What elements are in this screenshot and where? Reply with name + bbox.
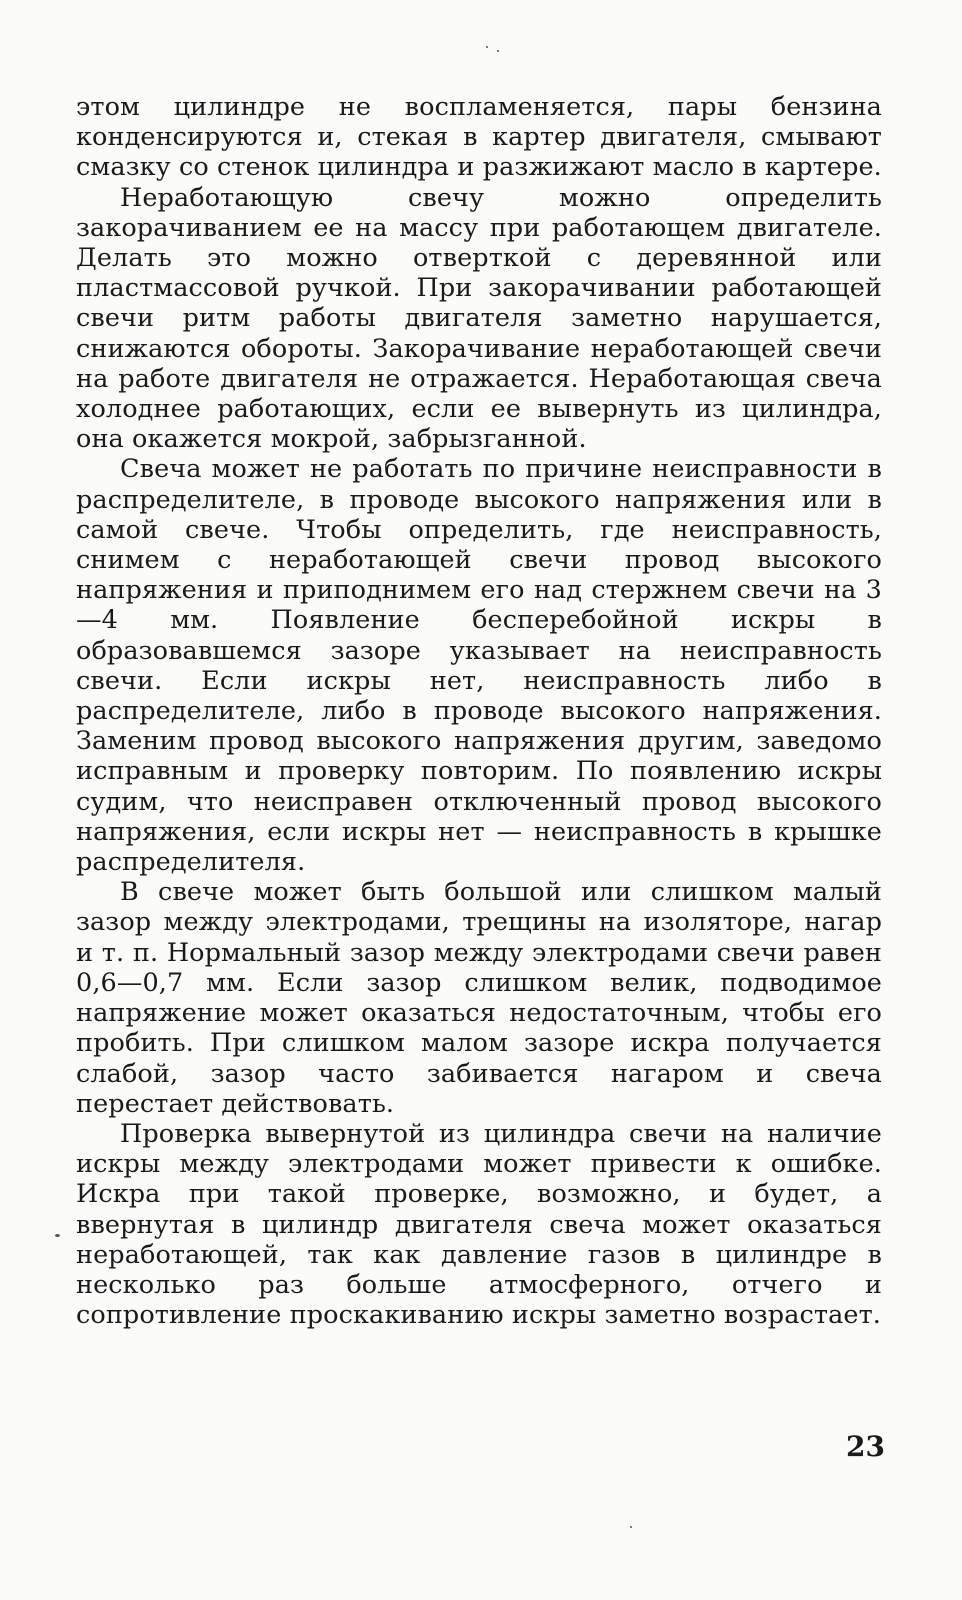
scan-speck <box>630 1526 632 1528</box>
paragraph-1: этом цилиндре не воспламеняется, пары бензина конденсируются и, стекая в картер двигателя, смывают смазку со стенок цилиндра и разжижают масло в картере. <box>76 92 882 183</box>
scan-speck <box>486 46 488 48</box>
paragraph-3: Свеча может не работать по причине неисправности в распределителе, в проводе высокого напряжения или в самой свече. Чтобы определить, где неисправность, снимем с неработающей свечи провод высокого напряжения и приподнимем его над стержнем свечи на 3—4 мм. Появление бесперебойной искры в образовавшемся зазоре указывает на неисправность свечи. Если искры нет, неисправность либо в распределителе, либо в проводе высокого напряжения. Заменим провод высокого напряжения другим, заведомо исправным и проверку повторим. По появлению искры судим, что неисправен отключенный провод высокого напряжения, если искры нет — неисправность в крышке распределителя. <box>76 454 882 878</box>
scan-speck <box>55 1234 60 1237</box>
scan-speck <box>497 50 499 52</box>
page-number: 23 <box>846 1430 885 1463</box>
paragraph-4: В свече может быть большой или слишком малый зазор между электродами, трещины на изоляторе, нагар и т. п. Нормальный зазор между электродами свечи равен 0,6—0,7 мм. Если зазор слишком велик, подводимое напряжение может оказаться недостаточным, чтобы его пробить. При слишком малом зазоре искра получается слабой, зазор часто забивается нагаром и свеча перестает действовать. <box>76 877 882 1119</box>
paragraph-5: Проверка вывернутой из цилиндра свечи на наличие искры между электродами может привести к ошибке. Искра при такой проверке, возможно, и будет, а ввернутая в цилиндр двигателя свеча может оказаться неработающей, так как давление газов в цилиндре в несколько раз больше атмосферного, отчего и сопротивление проскакиванию искры заметно возрастает. <box>76 1118 882 1331</box>
paragraph-2: Неработающую свечу можно определить закорачиванием ее на массу при работающем двигателе. Делать это можно отверткой с деревянной или пластмассовой ручкой. При закорачивании работающей свечи ритм работы двигателя заметно нарушается, снижаются обороты. Закорачивание неработающей свечи на работе двигателя не отражается. Неработающая свеча холоднее работающих, если ее вывернуть из цилиндра, она окажется мокрой, забрызганной. <box>76 182 882 455</box>
page-body <box>76 92 882 1330</box>
